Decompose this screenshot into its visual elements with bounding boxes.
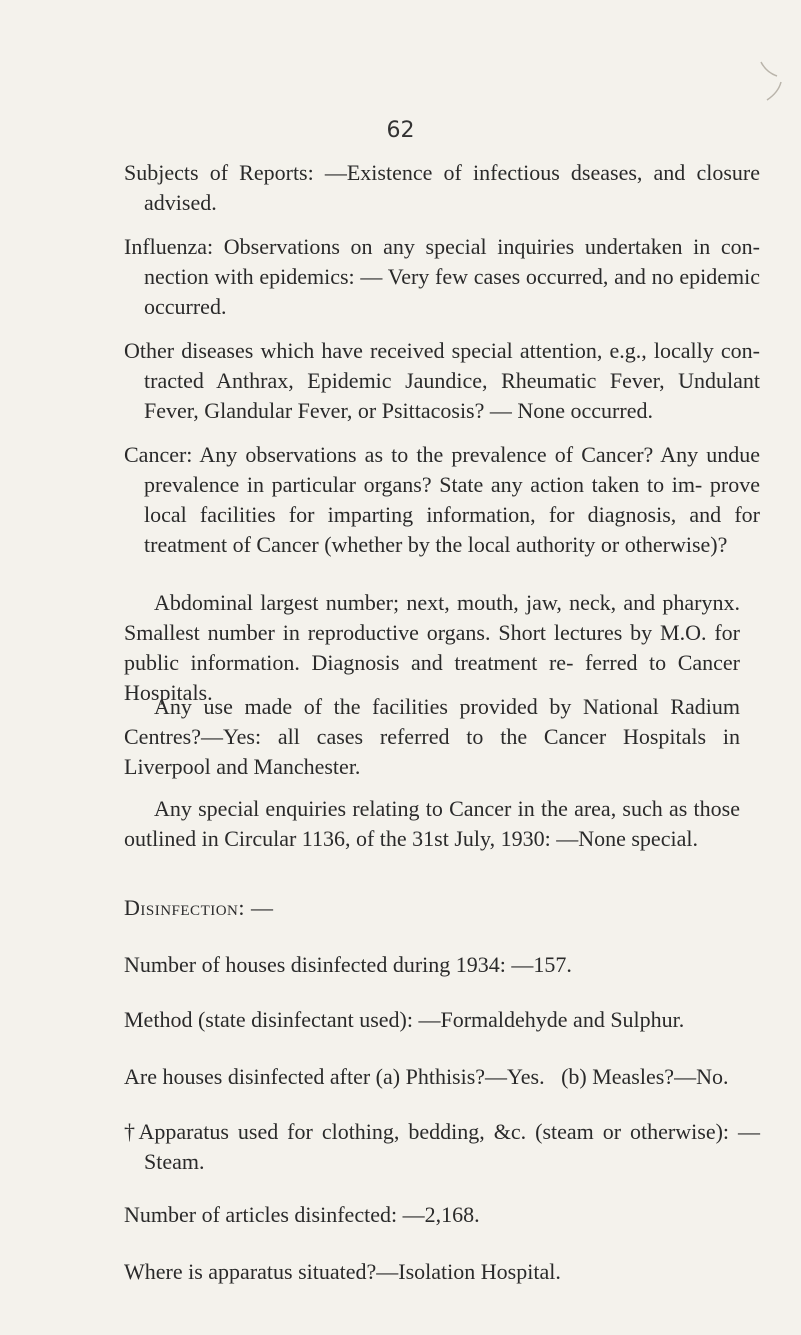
disinfectant-method-line: Method (state disinfectant used): —Formaldehyde and Sulphur. (124, 1007, 685, 1032)
other-diseases-paragraph: Other diseases which have received special attention, e.g., locally con- tracted Anthrax, Epidemic Jaundice, Rheumatic Fever, Undulant Fever, Glandular Fever, or Psittacosis? — None occurred. (124, 338, 760, 423)
subjects-of-reports-paragraph: Subjects of Reports: —Existence of infectious dseases, and closure advised. (124, 160, 760, 215)
cancer-question-paragraph: Cancer: Any observations as to the prevalence of Cancer? Any undue prevalence in particular organs? State any action taken to im- prove local facilities for imparting information, for diagnosis, and for treatment of Cancer (whether by the local authority or otherwise)? (124, 442, 760, 557)
apparatus-location-line: Where is apparatus situated?—Isolation Hospital. (124, 1259, 561, 1284)
special-enquiries-paragraph: Any special enquiries relating to Cancer in the area, such as those outlined in Circular 1136, of the 31st July, 1930: —None special. (124, 796, 740, 851)
cancer-answer-paragraph: Abdominal largest number; next, mouth, jaw, neck, and pharynx. Smallest number in reproductive organs. Short lectures by M.O. for public information. Diagnosis and treatment re- ferred to Cancer Hospitals. (124, 590, 740, 705)
disinfection-heading: Disinfection: — (124, 895, 274, 920)
houses-disinfected-line: Number of houses disinfected during 1934: —157. (124, 952, 572, 977)
influenza-paragraph: Influenza: Observations on any special inquiries undertaken in con- nection with epidemics: — Very few cases occurred, and no epidemic occurred. (124, 234, 760, 319)
page-number: 62 (386, 118, 415, 143)
radium-centres-paragraph: Any use made of the facilities provided by National Radium Centres?—Yes: all cases referred to the Cancer Hospitals in Liverpool and Manchester. (124, 694, 740, 779)
articles-disinfected-line: Number of articles disinfected: —2,168. (124, 1202, 480, 1227)
torn-corner-mark (743, 60, 783, 110)
houses-disinfected-after-line: Are houses disinfected after (a) Phthisis?—Yes. (b) Measles?—No. (124, 1064, 729, 1089)
apparatus-used-paragraph: †Apparatus used for clothing, bedding, &c. (steam or otherwise): — Steam. (124, 1119, 760, 1174)
